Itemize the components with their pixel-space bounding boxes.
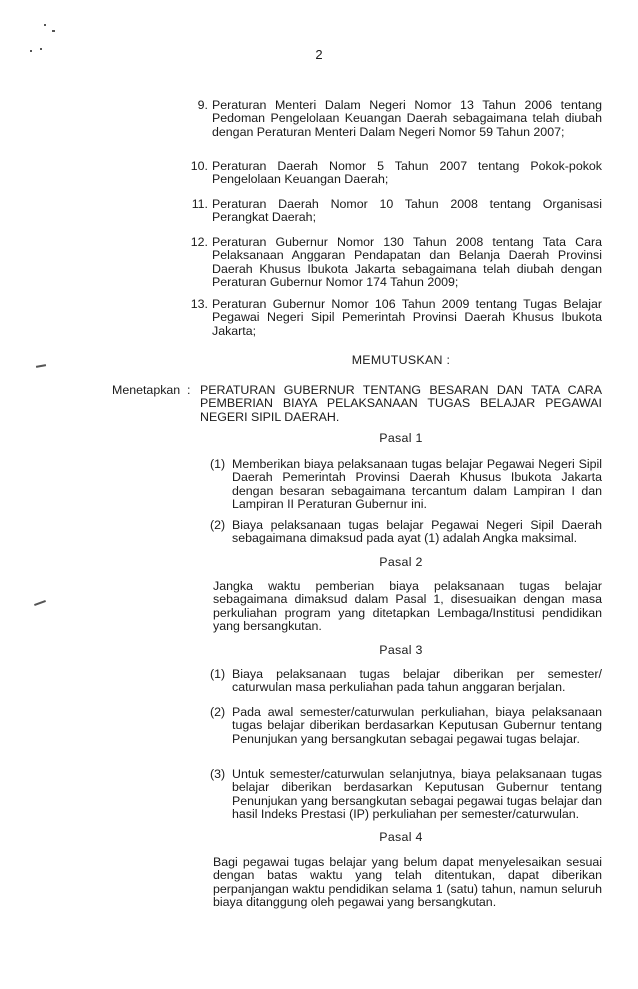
clause-number: (3) xyxy=(210,767,226,781)
article-clause xyxy=(210,519,602,549)
item-text: Peraturan Menteri Dalam Negeri Nomor 13 Tahun 2006 tentang Pedoman Pengelolaan Keuangan Daerah sebagaimana telah diubah dengan Peraturan Menteri Dalam Negeri Nomor 59 Tahun 2007; xyxy=(212,98,602,139)
article-title: Pasal 3 xyxy=(379,643,423,657)
clause-number: (1) xyxy=(210,667,226,681)
item-number: 9. xyxy=(197,98,208,112)
consideration-item xyxy=(184,298,602,342)
article-title: Pasal 4 xyxy=(379,830,423,844)
item-text: Peraturan Daerah Nomor 5 Tahun 2007 tentang Pokok-pokok Pengelolaan Keuangan Daerah; xyxy=(212,159,602,187)
decision-heading: MEMUTUSKAN : xyxy=(351,353,451,367)
clause-text: Untuk semester/caturwulan selanjutnya, biaya pelaksanaan tugas belajar diberikan berdasarkan Keputusan Gubernur tentang Penunjukan yang bersangkutan sebagai pegawai tugas belajar dan hasil Indeks Prestasi (IP) perkuliahan per semester/caturwulan. xyxy=(232,767,602,822)
menetapkan-text: PERATURAN GUBERNUR TENTANG BESARAN DAN TATA CARA PEMBERIAN BIAYA PELAKSANAAN TUGAS BELAJAR PEGAWAI NEGERI SIPIL DAERAH. xyxy=(200,383,602,424)
item-number: 11. xyxy=(191,197,208,211)
article-clause xyxy=(210,768,602,824)
article-title: Pasal 2 xyxy=(379,555,423,569)
consideration-item xyxy=(184,198,602,228)
scan-speck xyxy=(44,24,46,26)
clause-number: (1) xyxy=(210,457,226,471)
consideration-item xyxy=(184,99,602,155)
consideration-item xyxy=(184,236,602,292)
clause-text: Biaya pelaksanaan tugas belajar Pegawai Negeri Sipil Daerah sebagaimana dimaksud pada ayat (1) adalah Angka maksimal. xyxy=(232,518,602,546)
clause-text: Pada awal semester/caturwulan perkuliahan, biaya pelaksanaan tugas belajar diberikan berdasarkan Keputusan Gubernur tentang Penunjukan yang bersangkutan sebagai pegawai tugas belajar. xyxy=(232,705,602,746)
scan-speck xyxy=(34,600,46,606)
clause-number: (2) xyxy=(210,518,226,532)
scan-speck xyxy=(36,364,46,368)
scan-speck xyxy=(52,30,55,32)
item-number: 10. xyxy=(190,159,208,173)
article-clause xyxy=(210,668,602,698)
clause-number: (2) xyxy=(210,705,226,719)
article-title: Pasal 1 xyxy=(379,431,423,445)
article-clause xyxy=(210,706,602,762)
article-paragraph: Bagi pegawai tugas belajar yang belum dapat menyelesaikan sesuai dengan batas waktu yang telah ditentukan, dapat diberikan perpanjangan waktu pendidikan selama 1 (satu) tahun, namun seluruh biaya ditanggung oleh pegawai yang bersangkutan. xyxy=(213,855,602,910)
item-number: 12. xyxy=(190,235,208,249)
item-text: Peraturan Gubernur Nomor 106 Tahun 2009 tentang Tugas Belajar Pegawai Negeri Sipil Pemerintah Provinsi Daerah Khusus Ibukota Jakarta; xyxy=(212,297,602,338)
item-number: 13. xyxy=(190,297,208,311)
clause-text: Biaya pelaksanaan tugas belajar diberikan per semester/ caturwulan masa perkuliahan pada tahun anggaran berjalan. xyxy=(232,667,602,695)
article-clause xyxy=(210,458,602,514)
clause-text: Memberikan biaya pelaksanaan tugas belajar Pegawai Negeri Sipil Daerah Pemerintah Provinsi Daerah Khusus Ibukota Jakarta dengan besaran sebagaimana tercantum dalam Lampiran I dan Lampiran II Peraturan Gubernur ini. xyxy=(232,457,602,512)
article-paragraph: Jangka waktu pemberian biaya pelaksanaan tugas belajar sebagaimana dimaksud dalam Pasal 1, disesuaikan dengan masa perkuliahan program yang ditetapkan Lembaga/Institusi pendidikan yang bersangkutan. xyxy=(213,579,602,634)
consideration-item xyxy=(184,160,602,190)
page-number: 2 xyxy=(315,47,323,62)
menetapkan-colon: : xyxy=(187,383,191,397)
item-text: Peraturan Daerah Nomor 10 Tahun 2008 tentang Organisasi Perangkat Daerah; xyxy=(212,197,602,225)
item-text: Peraturan Gubernur Nomor 130 Tahun 2008 tentang Tata Cara Pelaksanaan Anggaran Pendapatan dan Belanja Daerah Provinsi Daerah Khusus Ibukota Jakarta sebagaimana telah diubah dengan Peraturan Gubernur Nomor 174 Tahun 2009; xyxy=(212,235,602,290)
menetapkan-label: Menetapkan xyxy=(112,383,181,397)
